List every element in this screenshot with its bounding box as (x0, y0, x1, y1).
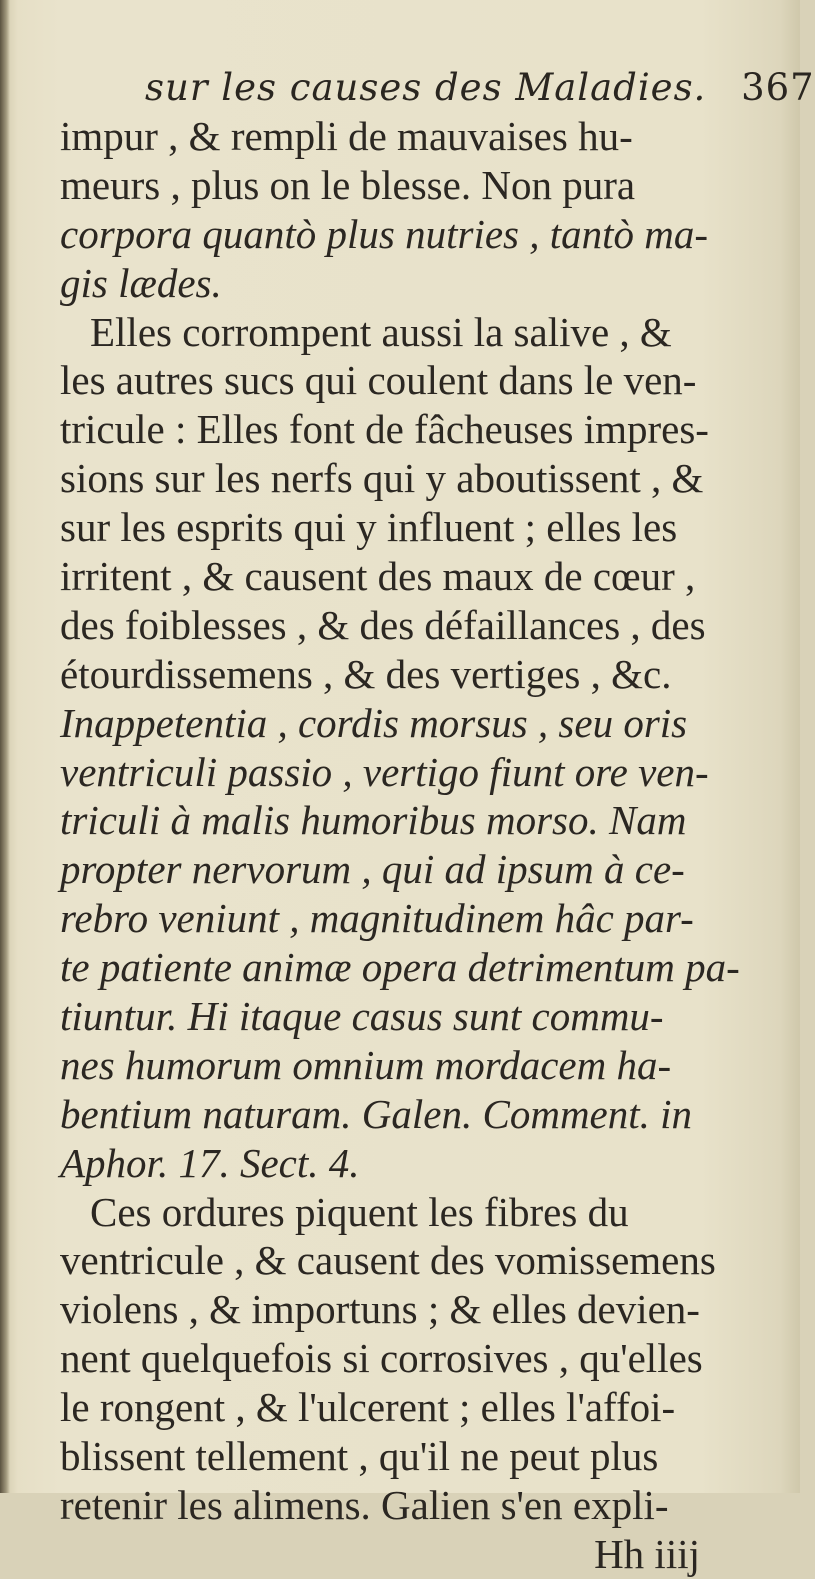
latin-line: ventriculi passio , vertigo fiunt ore ven- (60, 748, 709, 795)
text-line: tricule : Elles font de fâcheuses impres- (60, 406, 709, 453)
text-line: étourdissemens , & des vertiges , &c. (60, 650, 672, 697)
latin-line: te patiente animæ opera detrimentum pa- (60, 944, 740, 991)
page-body (60, 112, 740, 1579)
text-line: nent quelquefois si corrosives , qu'elles (60, 1335, 703, 1382)
text-line: les autres sucs qui coulent dans le ven- (60, 357, 697, 404)
latin-line: nes humorum omnium mordacem ha- (60, 1041, 672, 1088)
latin-line: rebro veniunt , magnitudinem hâc par- (60, 895, 694, 942)
latin-line: gis lædes. (60, 259, 222, 306)
text-line: violens , & importuns ; & elles devien- (60, 1286, 700, 1333)
text-line: des foiblesses , & des défaillances , des (60, 601, 706, 648)
text-line: retenir les alimens. Galien s'en expli- (60, 1481, 669, 1528)
running-header (145, 66, 815, 109)
latin-line: corpora quantò plus nutries , tantò ma- (60, 210, 709, 257)
text-line: blissent tellement , qu'il ne peut plus (60, 1433, 659, 1480)
binding-gutter (0, 0, 10, 1493)
latin-line: tiuntur. Hi itaque casus sunt commu- (60, 993, 664, 1040)
text-line: irritent , & causent des maux de cœur , (60, 553, 696, 600)
text-line: meurs , plus on le blesse. Non pura (60, 161, 636, 208)
signature-mark: Hh iiij (594, 1530, 700, 1577)
text-line: sions sur les nerfs qui y aboutissent , & (60, 455, 704, 502)
text-line: impur , & rempli de mauvaises hu- (60, 113, 633, 159)
paragraph-start: Ces ordures piquent les fibres du (90, 1188, 629, 1235)
running-title: sur les causes des Maladies. (145, 66, 707, 109)
text-line: sur les esprits qui y influent ; elles les (60, 504, 678, 551)
text-line: ventricule , & causent des vomissemens (60, 1237, 716, 1284)
latin-line: Inappetentia , cordis morsus , seu oris (60, 699, 688, 746)
latin-line: propter nervorum , qui ad ipsum à ce- (60, 846, 685, 893)
page-number: 367 (741, 66, 815, 109)
latin-line: triculi à malis humoribus morso. Nam (60, 797, 687, 844)
latin-line: bentium naturam. Galen. Comment. in (60, 1090, 693, 1137)
text-line: le rongent , & l'ulcerent ; elles l'affoi- (60, 1384, 676, 1431)
citation-line: Aphor. 17. Sect. 4. (60, 1139, 360, 1186)
paragraph-start: Elles corrompent aussi la salive , & (90, 308, 672, 355)
